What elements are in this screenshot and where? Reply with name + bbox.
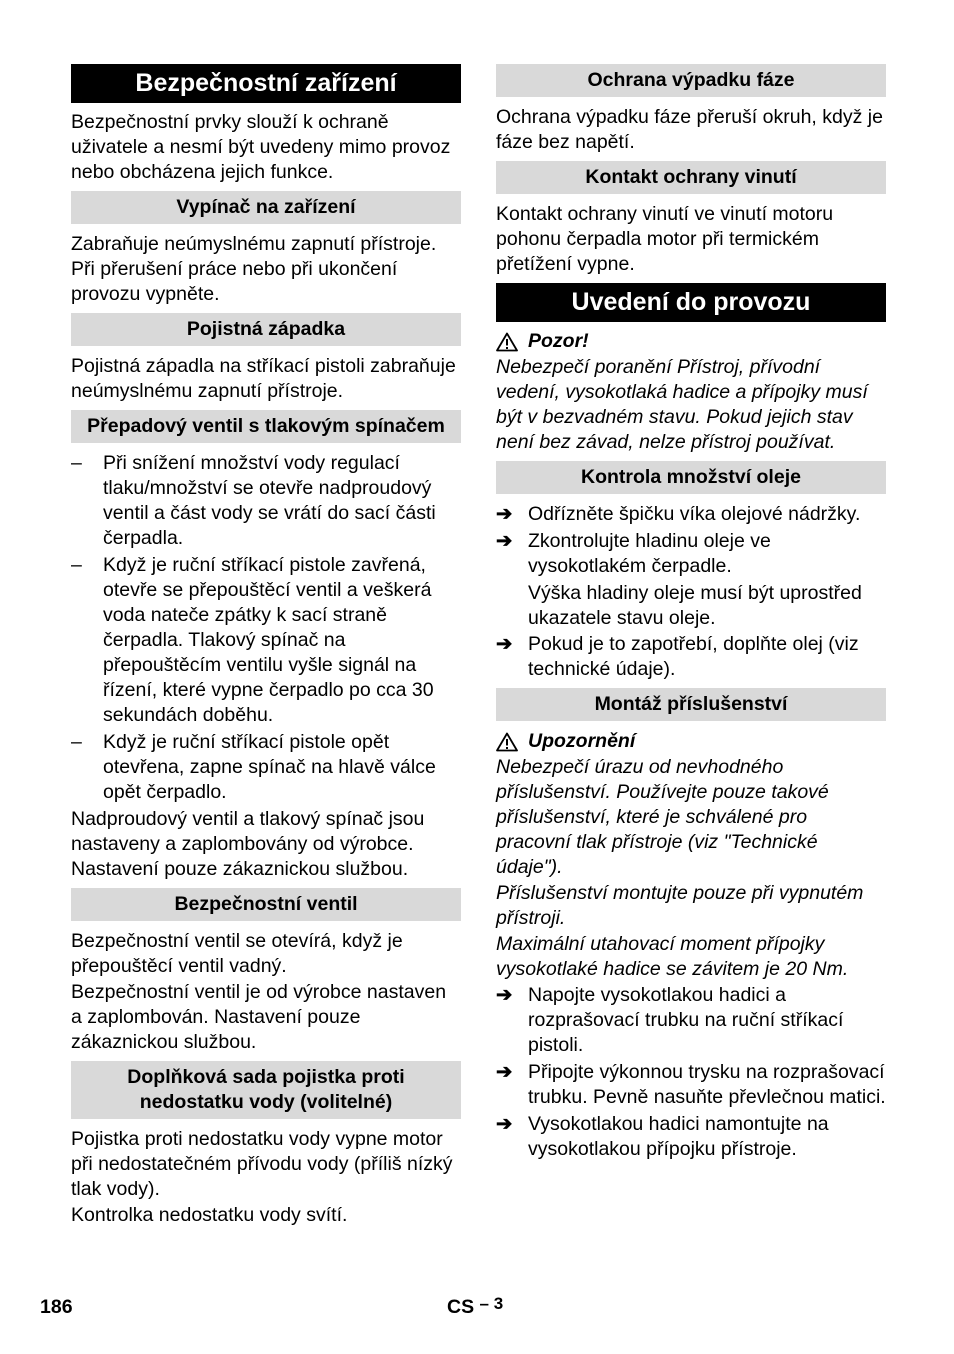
arrow-icon: ➔ bbox=[496, 1113, 513, 1135]
dash-marker: – bbox=[71, 554, 82, 576]
safety-catch-text: Pojistná západla na stříkací pistoli zabraňuje neúmyslnému zapnutí přístroje. bbox=[71, 355, 456, 402]
step-text: Vysokotlakou hadici namontujte na vysokotlakou přípojku přístroje. bbox=[528, 1113, 829, 1160]
section-title-start-up: Uvedení do provozu bbox=[496, 283, 886, 322]
step-item bbox=[496, 983, 886, 1058]
safety-valve-text-2: Bezpečnostní ventil je od výrobce nastaven a zaplombován. Nastavení pouze zákaznickou službou. bbox=[71, 981, 447, 1053]
heading-water-shortage-kit: Doplňková sada pojistka proti nedostatku vody (volitelné) bbox=[71, 1061, 461, 1119]
heading-phase-failure: Ochrana výpadku fáze bbox=[496, 64, 886, 97]
heading-device-switch: Vypínač na zařízení bbox=[71, 191, 461, 224]
arrow-icon: ➔ bbox=[496, 984, 513, 1006]
heading-accessory-mounting: Montáž příslušenství bbox=[496, 688, 886, 721]
step-text: Připojte výkonnou trysku na rozprašovací trubku. Pevně nasuňte převlečnou matici. bbox=[528, 1061, 886, 1108]
warning-label: Pozor! bbox=[528, 330, 589, 352]
step-text: Napojte vysokotlakou hadici a rozprašovací trubku na ruční stříkací pistoli. bbox=[528, 984, 844, 1056]
left-column bbox=[71, 64, 461, 1229]
dash-marker: – bbox=[71, 731, 82, 753]
overflow-valve-note: Nadproudový ventil a tlakový spínač jsou nastaveny a zaplombovány od výrobce. Nastavení pouze zákaznickou službou. bbox=[71, 808, 425, 880]
device-switch-text: Zabraňuje neúmyslnému zapnutí přístroje. Při přerušení práce nebo při ukončení provozu vypněte. bbox=[71, 233, 437, 305]
warning-triangle-icon bbox=[496, 732, 518, 752]
step-item bbox=[496, 1112, 886, 1162]
arrow-icon: ➔ bbox=[496, 633, 513, 655]
warning-notice-text-2: Příslušenství montujte pouze při vypnutém přístroji. bbox=[496, 882, 864, 929]
safety-intro-text: Bezpečnostní prvky slouží k ochraně uživatele a nesmí být uvedeny mimo provoz nebo obcházena jejich funkce. bbox=[71, 111, 451, 183]
step-item bbox=[496, 529, 886, 579]
step-text: Pokud je to zapotřebí, doplňte olej (viz technické údaje). bbox=[528, 633, 859, 680]
list-item-text: Při snížení množství vody regulací tlaku/množství se otevře nadproudový ventil a část vody se vrátí do sací části čerpadla. bbox=[103, 452, 436, 549]
warning-notice bbox=[496, 729, 886, 754]
heading-safety-valve: Bezpečnostní ventil bbox=[71, 888, 461, 921]
step-text: Zkontrolujte hladinu oleje ve vysokotlakém čerpadle. bbox=[528, 530, 771, 577]
safety-valve-text-1: Bezpečnostní ventil se otevírá, když je přepouštěcí ventil vadný. bbox=[71, 930, 403, 977]
list-item bbox=[71, 553, 461, 728]
list-item bbox=[71, 451, 461, 551]
warning-caution-text: Nebezpečí poranění Přístroj, přívodní vedení, vysokotlaká hadice a přípojky musí být v bezvadném stavu. Pokud jejich stav není bez závad, nelze přístroj používat. bbox=[496, 356, 868, 453]
warning-notice-text-1: Nebezpečí úrazu od nevhodného příslušenství. Používejte pouze takové příslušenství, které je schválené pro pracovní tlak přístroje (viz "Technické údaje"). bbox=[496, 756, 829, 878]
step-item bbox=[496, 1060, 886, 1110]
language-section-marker bbox=[447, 1296, 503, 1319]
arrow-icon: ➔ bbox=[496, 530, 513, 552]
water-shortage-text-1: Pojistka proti nedostatku vody vypne motor při nedostatečném přívodu vody (příliš nízký tlak vody). bbox=[71, 1128, 453, 1200]
step-text: Odřízněte špičku víka olejové nádržky. bbox=[528, 503, 861, 525]
step-item bbox=[496, 502, 886, 527]
arrow-icon: ➔ bbox=[496, 1061, 513, 1083]
heading-oil-check: Kontrola množství oleje bbox=[496, 461, 886, 494]
water-shortage-text-2: Kontrolka nedostatku vody svítí. bbox=[71, 1204, 348, 1226]
oil-level-note: Výška hladiny oleje musí být uprostřed ukazatele stavu oleje. bbox=[528, 582, 862, 629]
page-number: 186 bbox=[40, 1296, 73, 1318]
phase-failure-text: Ochrana výpadku fáze přeruší okruh, když je fáze bez napětí. bbox=[496, 106, 883, 153]
arrow-icon: ➔ bbox=[496, 503, 513, 525]
language-code: CS bbox=[447, 1296, 475, 1318]
warning-notice-text-3: Maximální utahovací moment přípojky vysokotlaké hadice se závitem je 20 Nm. bbox=[496, 933, 849, 980]
dash-marker: – bbox=[71, 452, 82, 474]
heading-winding-protection: Kontakt ochrany vinutí bbox=[496, 161, 886, 194]
list-item-text: Když je ruční stříkací pistole opět otevřena, zapne spínač na hlavě válce opět čerpadlo. bbox=[103, 731, 436, 803]
section-page: – 3 bbox=[479, 1294, 504, 1313]
section-title-safety-devices: Bezpečnostní zařízení bbox=[71, 64, 461, 103]
warning-triangle-icon bbox=[496, 332, 518, 352]
winding-protection-text: Kontakt ochrany vinutí ve vinutí motoru pohonu čerpadla motor při termickém přetížení vypne. bbox=[496, 203, 834, 275]
step-item bbox=[496, 632, 886, 682]
warning-label: Upozornění bbox=[528, 730, 636, 752]
heading-overflow-valve: Přepadový ventil s tlakovým spínačem bbox=[71, 410, 461, 443]
right-column bbox=[496, 64, 886, 1164]
list-item bbox=[71, 730, 461, 805]
heading-safety-catch: Pojistná západka bbox=[71, 313, 461, 346]
list-item-text: Když je ruční stříkací pistole zavřená, otevře se přepouštěcí ventil a veškerá voda nateče zpátky k sací straně čerpadla. Tlakový spínač na přepouštěcím ventilu vyšle signál na řízení, které vypne čerpadlo po cca 30 sekundách doběhu. bbox=[103, 554, 434, 726]
warning-caution bbox=[496, 329, 886, 354]
